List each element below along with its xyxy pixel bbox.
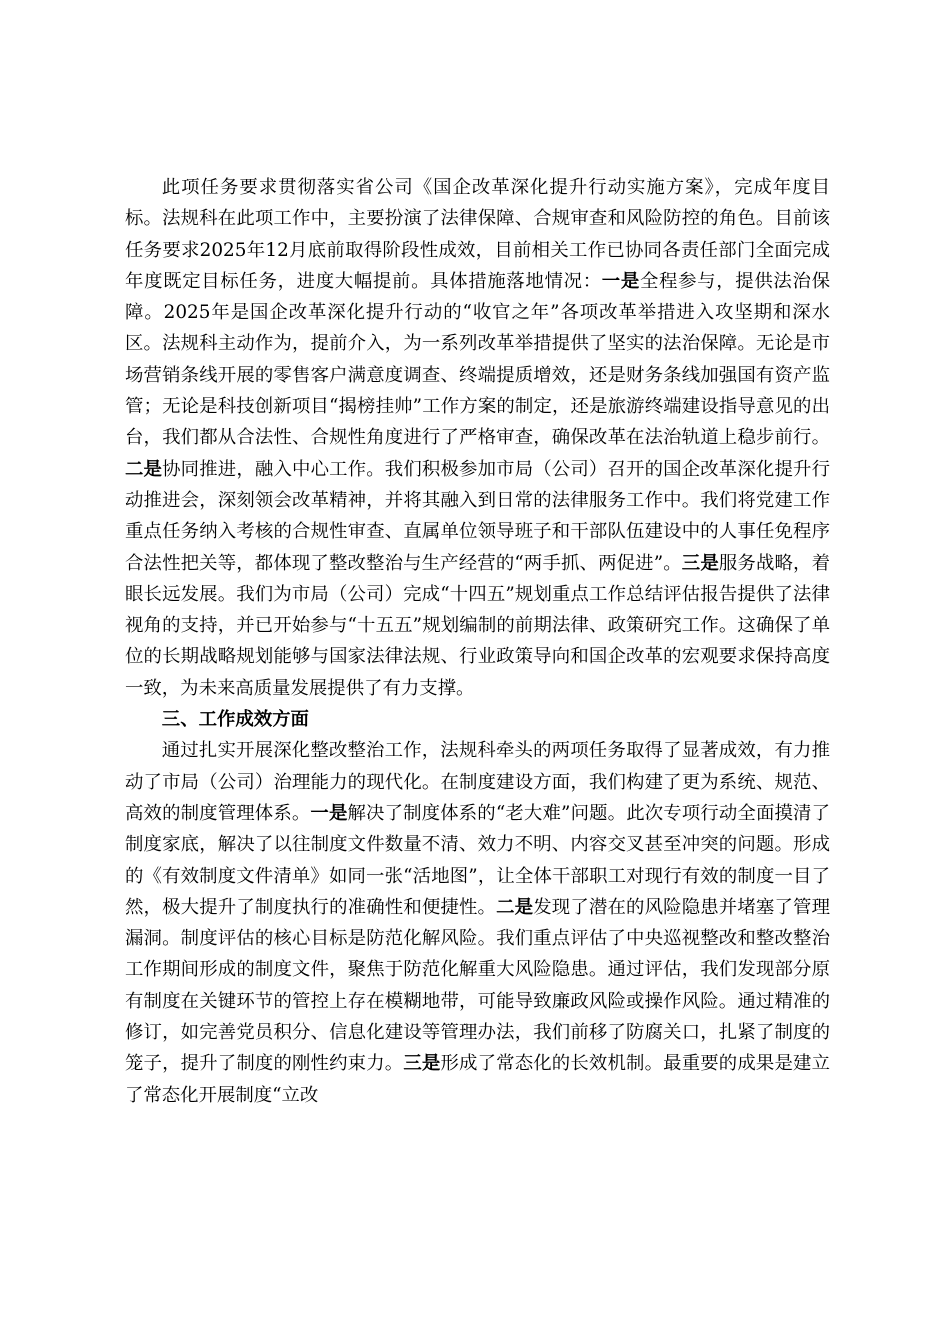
keyword-third: 三是 <box>681 552 719 574</box>
keyword-third: 三是 <box>403 1053 441 1075</box>
document-page <box>125 172 830 1111</box>
paragraph-text: 解决了制度体系的“老大难”问题。此次专项行动全面摸清了制度家底，解决了以往制度文件数量不清、效力不明、内容交叉甚至冲突的问题。形成的《有效制度文件清单》如同一张“活地图”，让全体干部职工对现行有效的制度一目了然，极大提升了制度执行的准确性和便捷性。 <box>125 802 830 918</box>
paragraph-reform-task <box>125 172 830 704</box>
section-heading: 三、工作成效方面 <box>161 709 309 731</box>
paragraph-work-results <box>125 735 830 1111</box>
keyword-first: 一是 <box>310 802 348 824</box>
keyword-first: 一是 <box>601 270 640 292</box>
keyword-second: 二是 <box>496 896 534 918</box>
keyword-second: 二是 <box>125 458 163 480</box>
paragraph-text: 此项任务要求贯彻落实省公司《国企改革深化提升行动实施方案》，完成年度目标。法规科在此项工作中，主要扮演了法律保障、合规审查和风险防控的角色。目前该任务要求2025年12月底前取得阶段性成效，目前相关工作已协同各责任部门全面完成年度既定目标任务，进度大幅提前。具体措施落地情况： <box>125 177 830 292</box>
paragraph-text: 发现了潜在的风险隐患并堵塞了管理漏洞。制度评估的核心目标是防范化解风险。我们重点评估了中央巡视整改和整改整治工作期间形成的制度文件，聚焦于防范化解重大风险隐患。通过评估，我们发现部分原有制度在关键环节的管控上存在模糊地带，可能导致廉政风险或操作风险。通过精准的修订，如完善党员积分、信息化建设等管理办法，我们前移了防腐关口，扎紧了制度的笼子，提升了制度的刚性约束力。 <box>125 896 830 1075</box>
paragraph-text: 服务战略，着眼长远发展。我们为市局（公司）完成“十四五”规划重点工作总结评估报告提供了法律视角的支持，并已开始参与“十五五”规划编制的前期法律、政策研究工作。这确保了单位的长期战略规划能够与国家法律法规、行业政策导向和国企改革的宏观要求保持高度一致，为未来高质量发展提供了有力支撑。 <box>125 552 830 699</box>
paragraph-text: 协同推进，融入中心工作。我们积极参加市局（公司）召开的国企改革深化提升行动推进会，深刻领会改革精神，并将其融入到日常的法律服务工作中。我们将党建工作重点任务纳入考核的合规性审查、直属单位领导班子和干部队伍建设中的人事任免程序合法性把关等，都体现了整改整治与生产经营的“两手抓、两促进”。 <box>125 458 830 574</box>
paragraph-text: 通过扎实开展深化整改整治工作，法规科牵头的两项任务取得了显著成效，有力推动了市局（公司）治理能力的现代化。在制度建设方面，我们构建了更为系统、规范、高效的制度管理体系。 <box>125 740 830 824</box>
paragraph-text: 全程参与，提供法治保障。2025年是国企改革深化提升行动的“收官之年”各项改革举措进入攻坚期和深水区。法规科主动作为，提前介入，为一系列改革举措提供了坚实的法治保障。无论是市场营销条线开展的零售客户满意度调查、终端提质增效，还是财务条线加强国有资产监管；无论是科技创新项目“揭榜挂帅”工作方案的制定，还是旅游终端建设指导意见的出台，我们都从合法性、合规性角度进行了严格审查，确保改革在法治轨道上稳步前行。 <box>125 270 830 449</box>
paragraph-text: 形成了常态化的长效机制。最重要的成果是建立了常态化开展制度“立改 <box>125 1053 830 1106</box>
